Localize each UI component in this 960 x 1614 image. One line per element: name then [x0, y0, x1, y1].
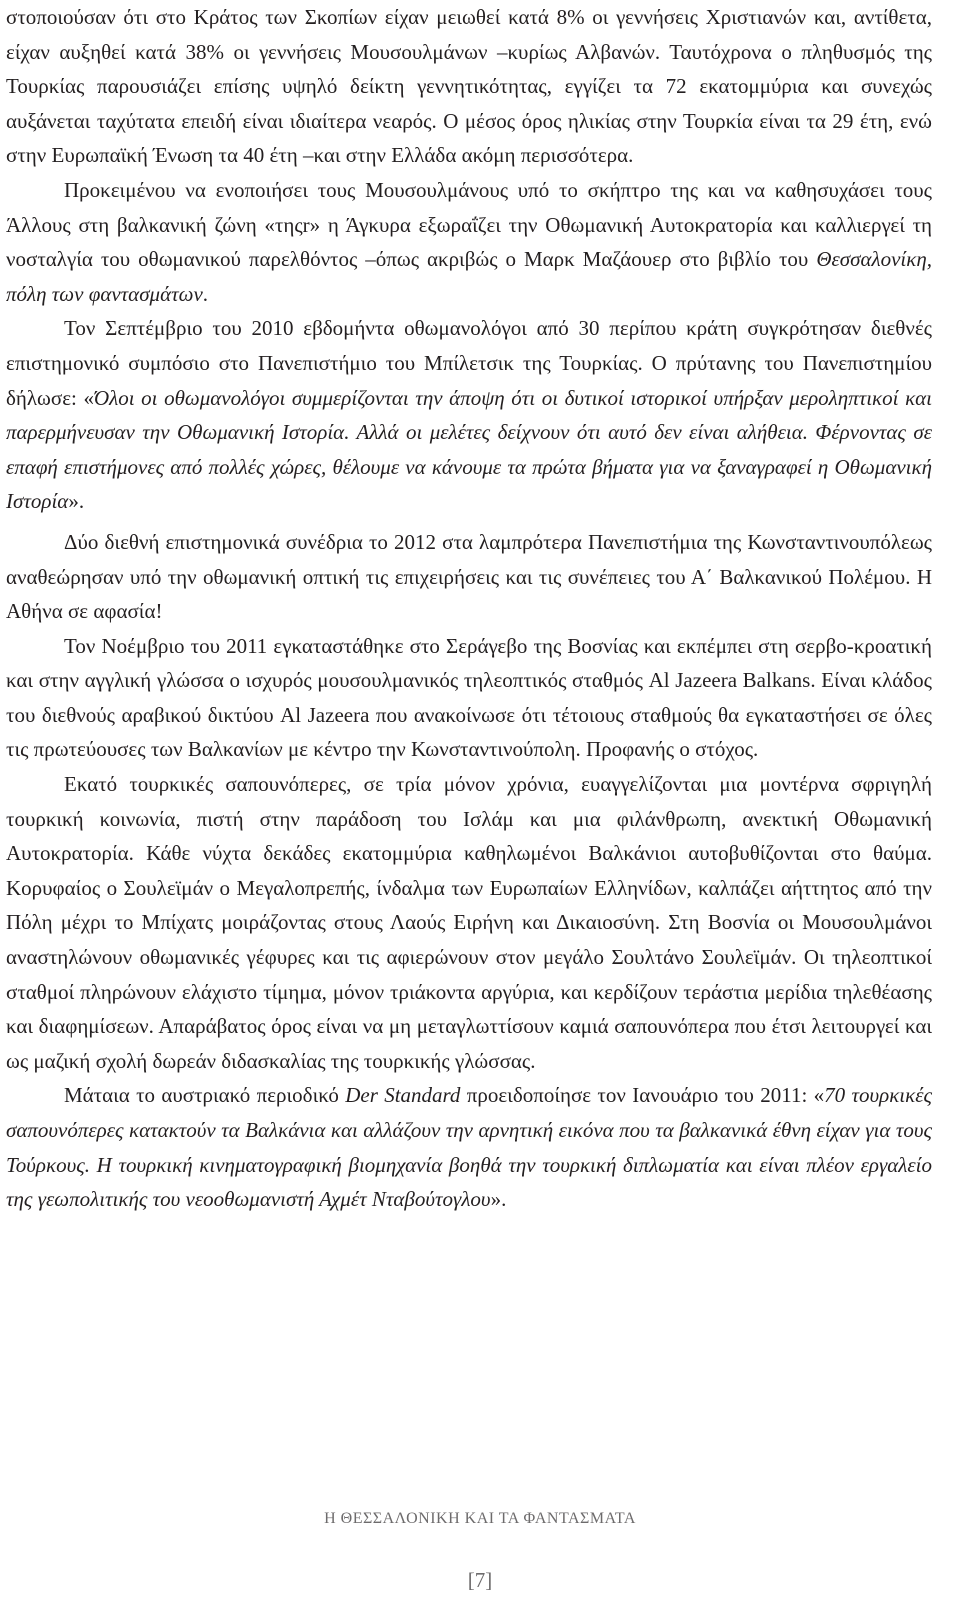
paragraph-5-text: Τον Νοέμβριο του 2011 εγκαταστάθηκε στο Σεράγεβο της Βοσνίας και εκπέμπει στη σερβο-κροατική και στην αγγλική γλώσσα ο ισχυρός μουσουλμανικός τηλεοπτικός σταθμός Al Jazeera Balkans. Είναι κλάδος του διεθνούς αραβικού δικτύου Al Jazeera που ανακοίνωσε ότι τέτοιους σταθμούς θα εγκαταστήσει σε όλες τις πρωτεύουσες των Βαλκανίων με κέντρο την Κωνσταντινούπολη. Προφανής ο στόχος. [6, 633, 932, 762]
paragraph-3-end: ». [68, 489, 85, 514]
paragraph-1 [6, 0, 932, 173]
paragraph-2-end: . [202, 281, 209, 306]
paragraph-3-text: Τον Σεπτέμβριο του 2010 εβδομήντα οθωμανολόγοι από 30 περίπου κράτη συγκρότησαν διεθνές επιστημονικό συμπόσιο στο Πανεπιστήμιο του Μπίλετσικ της Τουρκίας. Ο πρύτανης του Πανεπιστημίου δήλωσε: « [6, 316, 932, 410]
running-footer-title: Η ΘΕΣΣΑΛΟΝΙΚΗ ΚΑΙ ΤΑ ΦΑΝΤΑΣΜΑΤΑ [324, 1510, 636, 1527]
paragraph-7-end: ». [490, 1187, 507, 1212]
page-body [6, 0, 932, 1217]
paragraph-4 [6, 525, 932, 629]
paragraph-7-text-2: προειδοποίησε τον Ιανουάριο του 2011: « [460, 1083, 825, 1108]
paragraph-7 [6, 1078, 932, 1216]
book-title: Θεσσαλονίκη, πόλη των φαντασμάτων [6, 247, 932, 306]
paragraph-6-text: Εκατό τουρκικές σαπουνόπερες, σε τρία μόνον χρόνια, ευαγγελίζονται μια μοντέρνα σφριγηλή τουρκική κοινωνία, πιστή στην παράδοση του Ισλάμ και μια φιλάνθρωπη, ανεκτική Οθωμανική Αυτοκρατορία. Κάθε νύχτα δεκάδες εκατομμύρια καθηλωμένοι Βαλκάνιοι αυτοβυθίζονται στο θαύμα. Κορυφαίος ο Σουλεϊμάν ο Μεγαλοπρεπής, ίνδαλμα των Ευρωπαίων Ελληνίδων, καλπάζει αήττητος από την Πόλη μέχρι το Μπίχατς μοιράζοντας στους Λαούς Ειρήνη και Δικαιοσύνη. Στη Βοσνία οι Μουσουλμάνοι αναστηλώνουν οθωμανικές γέφυρες και τις αφιερώνουν στον μεγάλο Σουλτάνο Σουλεϊμάν. Οι τηλεοπτικοί σταθμοί πληρώνουν ελάχιστο τίμημα, μόνον τριάκοντα αργύρια, και κερδίζουν τεράστια μερίδια τηλεθέασης και διαφημίσεων. Απαράβατος όρος είναι να μη μεταγλωττίσουν καμιά σαπουνόπερα που έτσι λειτουργεί και ως μαζική σχολή δωρεάν διδασκαλίας της τουρκικής γλώσσας. [6, 772, 932, 1073]
paragraph-6 [6, 767, 932, 1078]
paragraph-4-text: Δύο διεθνή επιστημονικά συνέδρια το 2012 στα λαμπρότερα Πανεπιστήμια της Κωνσταντινουπόλεως αναθεώρησαν υπό την οθωμανική οπτική τις επιχειρήσεις και τις συνέπειες του Α΄ Βαλκανικού Πολέμου. Η Αθήνα σε αφασία! [6, 529, 932, 624]
page-number: [7] [467, 1568, 493, 1592]
paragraph-5 [6, 629, 932, 767]
der-standard-quote: 70 τουρκικές σαπουνόπερες κατακτούν τα Βαλκάνια και αλλάζουν την αρνητική εικόνα που τα βαλκανικά έθνη είχαν για τους Τούρκους. Η τουρκική κινηματογραφική βιομηχανία βοηθά την τουρκική διπλωματία και είναι πλέον εργαλείο της γεωπολιτικής του νεοοθωμανιστή Αχμέτ Νταβούτογλου [6, 1083, 933, 1212]
text-column [6, 0, 932, 1217]
paragraph-7-text: Μάταια το αυστριακό περιοδικό [64, 1083, 346, 1108]
periodical-title: Der Standard [345, 1083, 461, 1108]
paragraph-1-text: στοποιούσαν ότι στο Κράτος των Σκοπίων είχαν μειωθεί κατά 8% οι γεννήσεις Χριστιανών και, αντίθετα, είχαν αυξηθεί κατά 38% οι γεννήσεις Μουσουλμάνων –κυρίως Αλβανών. Ταυτόχρονα ο πληθυσμός της Τουρκίας παρουσιάζει επίσης υψηλό δείκτη γεννητικότητας, εγγίζει τα 72 εκατομμύρια και συνεχώς αυξάνεται ταχύτατα επειδή είναι ιδιαίτερα νεαρός. Ο μέσος όρος ηλικίας στην Τουρκία είναι τα 29 έτη, ενώ στην Ευρωπαϊκή Ένωση τα 40 έτη –και στην Ελλάδα ακόμη περισσότερα. [6, 5, 932, 168]
paragraph-3 [6, 311, 932, 519]
paragraph-2-text: Προκειμένου να ενοποιήσει τους Μουσουλμάνους υπό το σκήπτρο της και να καθησυχάσει τους Άλλους στη βαλκανική ζώνη «τηςr» η Άγκυρα εξωραΐζει την Οθωμανική Αυτοκρατορία και καλλιεργεί τη νοσταλγία του οθωμανικού παρελθόντος –όπως ακριβώς ο Μαρκ Μαζάουερ στο βιβλίο του [6, 177, 932, 272]
paragraph-2 [6, 173, 932, 311]
rector-quote: Όλοι οι οθωμανολόγοι συμμερίζονται την άποψη ότι οι δυτικοί ιστορικοί υπήρξαν μεροληπτικοί και παρερμήνευσαν την Οθωμανική Ιστορία. Αλλά οι μελέτες δείχνουν ότι αυτό δεν είναι αλήθεια. Φέρνοντας σε επαφή επιστήμονες από πολλές χώρες, θέλουμε να κάνουμε τα πρώτα βήματα για να ξαναγραφεί η Οθωμανική Ιστορία [6, 385, 933, 514]
